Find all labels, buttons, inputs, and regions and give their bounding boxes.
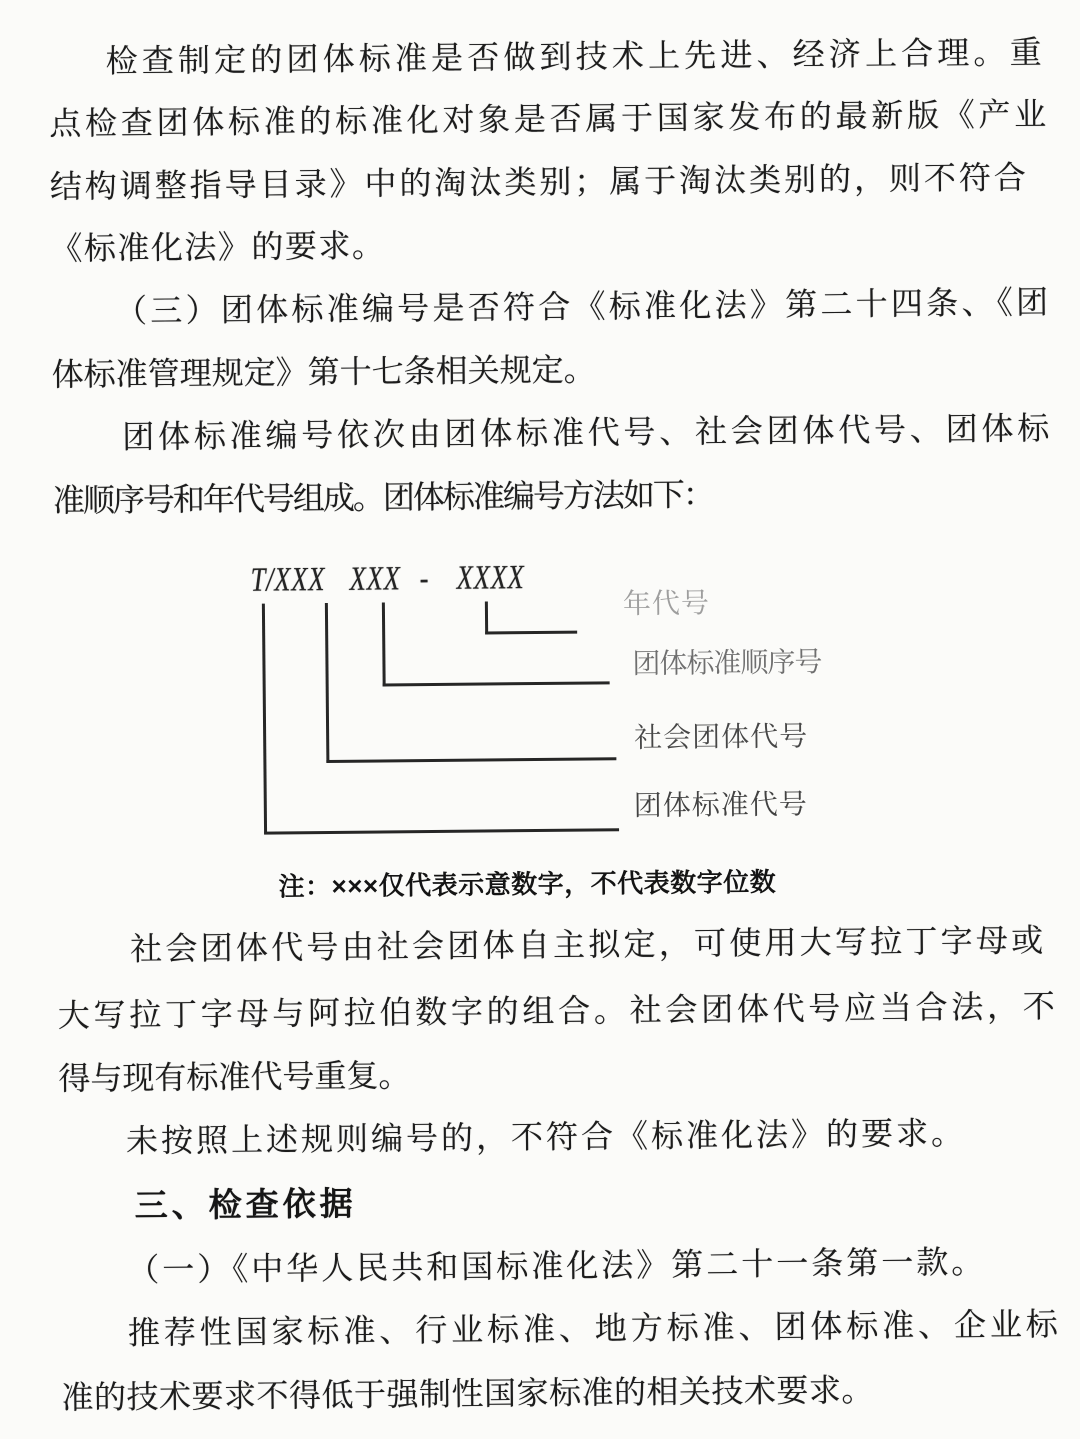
paragraph-line: 未按照上述规则编号的，不符合《标准化法》的要求。: [125, 1114, 967, 1159]
paragraph-line: 准顺序号和年代号组成。团体标准编号方法如下：: [52, 476, 714, 519]
paragraph-line: 得与现有标准代号重复。: [58, 1057, 411, 1097]
paragraph-line: 社会团体代号由社会团体自主拟定，可使用大写拉丁字母或: [130, 922, 1044, 967]
pointer-line-org-horizontal: [326, 757, 616, 763]
paragraph-line: 检查制定的团体标准是否做到技术上先进、经济上合理。重: [105, 34, 1042, 80]
pointer-line-seq-vertical: [382, 602, 386, 686]
pointer-line-year-horizontal: [485, 631, 577, 635]
paragraph-line: （三）团体标准编号是否符合《标准化法》第二十四条、《团: [114, 284, 1049, 330]
paragraph-line: 准的技术要求不得低于强制性国家标准的相关技术要求。: [61, 1371, 875, 1416]
formula-org-code: XXX: [349, 560, 401, 598]
pointer-line-seq-horizontal: [383, 681, 610, 686]
paragraph-line: 《标准化法》的要求。: [50, 227, 386, 267]
pointer-line-std-vertical: [262, 604, 267, 834]
paragraph-line: 大写拉丁字母与阿拉伯数字的组合。社会团体代号应当合法，不: [57, 988, 1055, 1034]
label-sequence-number: 团体标准顺序号: [632, 647, 822, 681]
paragraph-line: 团体标准编号依次由团体标准代号、社会团体代号、团体标: [122, 410, 1050, 455]
section-heading: 三、检查依据: [134, 1184, 357, 1224]
label-std-code: 团体标准代号: [633, 789, 808, 823]
paragraph-line: 结构调整指导目录》中的淘汰类别；属于淘汰类别的，则不符合: [49, 159, 1026, 205]
paragraph-line: （一）《中华人民共和国标准化法》第二十一条第一款。: [127, 1243, 987, 1288]
paragraph-line: 推荐性国家标准、行业标准、地方标准、团体标准、企业标: [127, 1306, 1058, 1351]
diagram-note: 注：×××仅代表示意数字，不代表数字位数: [278, 866, 777, 902]
pointer-line-org-vertical: [325, 603, 330, 763]
label-org-code: 社会团体代号: [634, 721, 809, 755]
paragraph-line: 体标准管理规定》第十七条相关规定。: [51, 351, 596, 393]
formula-std-code: T/XXX: [250, 561, 326, 599]
pointer-line-year-vertical: [485, 601, 488, 634]
pointer-line-std-horizontal: [264, 828, 619, 834]
label-year-code: 年代号: [622, 588, 711, 621]
formula-dash: -: [419, 560, 430, 598]
formula-year: XXXX: [456, 559, 525, 597]
paragraph-line: 点检查团体标准的标准化对象是否属于国家发布的最新版《产业: [49, 96, 1047, 142]
